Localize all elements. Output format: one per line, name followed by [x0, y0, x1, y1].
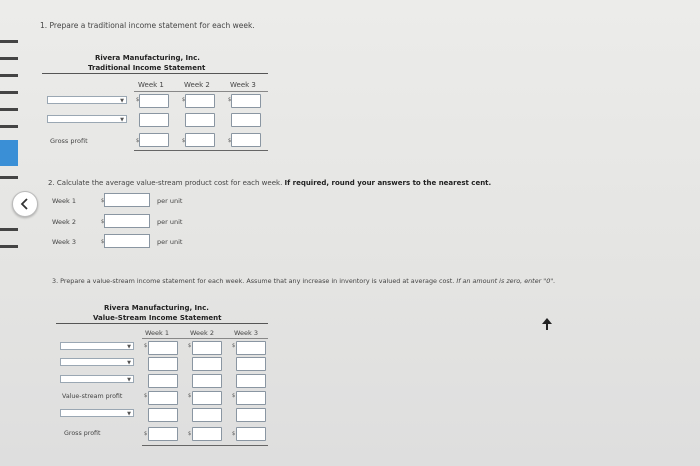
q2-week1-cost-input[interactable] — [104, 193, 150, 207]
q1-total-rule — [134, 150, 268, 151]
dollar-sign: $ — [101, 198, 105, 204]
dollar-sign: $ — [228, 97, 232, 103]
q1-line1-week1-input[interactable] — [139, 94, 169, 108]
q3-gross-profit-week1-input[interactable] — [148, 427, 178, 441]
q3-value-stream-profit-label: Value-stream profit — [62, 393, 123, 400]
q2-week2-cost-input[interactable] — [104, 214, 150, 228]
q3-r2-week1-input[interactable] — [148, 357, 178, 371]
q1-line2-week3-input[interactable] — [231, 113, 261, 127]
q3-prompt-text: 3. Prepare a value-stream income statement for each week. Assume that any increase in inventory is valued at average cost. — [52, 277, 455, 285]
mouse-pointer-icon — [542, 318, 552, 330]
q1-statement-title: Traditional Income Statement — [88, 64, 206, 72]
dollar-sign: $ — [188, 343, 192, 349]
q3-week2-header: Week 2 — [190, 329, 215, 337]
q1-week-rule — [134, 91, 268, 92]
q3-r5-week1-input[interactable] — [148, 408, 178, 422]
dollar-sign: $ — [136, 138, 140, 144]
q3-week3-header: Week 3 — [234, 329, 259, 337]
q3-header-rule — [56, 323, 268, 324]
q3-week1-header: Week 1 — [145, 329, 170, 337]
q2-week1-label: Week 1 — [52, 197, 77, 205]
q3-r1-week3-input[interactable] — [236, 341, 266, 355]
q3-line2-select[interactable] — [60, 358, 134, 366]
chevron-down-icon: ▼ — [120, 117, 124, 123]
q3-line5-select[interactable] — [60, 409, 134, 417]
dollar-sign: $ — [188, 393, 192, 399]
q1-week1-header: Week 1 — [138, 81, 164, 89]
q3-r5-week3-input[interactable] — [236, 408, 266, 422]
dollar-sign: $ — [144, 393, 148, 399]
dollar-sign: $ — [144, 431, 148, 437]
chevron-down-icon: ▼ — [120, 98, 124, 104]
dollar-sign: $ — [232, 343, 236, 349]
dollar-sign: $ — [136, 97, 140, 103]
q1-line1-select[interactable] — [47, 96, 127, 104]
q2-week2-label: Week 2 — [52, 218, 77, 226]
q2-week2-unit: per unit — [157, 218, 183, 226]
q3-r2-week3-input[interactable] — [236, 357, 266, 371]
q3-value-stream-profit-week3-input[interactable] — [236, 391, 266, 405]
chevron-down-icon: ▼ — [127, 377, 131, 383]
dollar-sign: $ — [182, 138, 186, 144]
q3-statement-title: Value-Stream Income Statement — [93, 314, 222, 322]
dollar-sign: $ — [101, 219, 105, 225]
q3-r1-week2-input[interactable] — [192, 341, 222, 355]
chevron-down-icon: ▼ — [127, 344, 131, 350]
q1-week3-header: Week 3 — [230, 81, 256, 89]
dollar-sign: $ — [182, 97, 186, 103]
q1-gross-profit-week1-input[interactable] — [139, 133, 169, 147]
q3-zero-note: If an amount is zero, enter "0". — [456, 277, 556, 285]
q3-line3-select[interactable] — [60, 375, 134, 383]
q3-week-rule — [142, 338, 268, 339]
q3-r3-week3-input[interactable] — [236, 374, 266, 388]
q1-gross-profit-week2-input[interactable] — [185, 133, 215, 147]
q2-week1-unit: per unit — [157, 197, 183, 205]
q1-line1-week2-input[interactable] — [185, 94, 215, 108]
q1-week2-header: Week 2 — [184, 81, 210, 89]
q3-r2-week2-input[interactable] — [192, 357, 222, 371]
q3-r1-week1-input[interactable] — [148, 341, 178, 355]
dollar-sign: $ — [188, 431, 192, 437]
q3-r3-week1-input[interactable] — [148, 374, 178, 388]
chevron-left-icon — [20, 198, 30, 210]
q1-prompt: 1. Prepare a traditional income statement for each week. — [40, 21, 255, 30]
q1-gross-profit-week3-input[interactable] — [231, 133, 261, 147]
dollar-sign: $ — [101, 239, 105, 245]
q1-line2-week2-input[interactable] — [185, 113, 215, 127]
q3-gross-profit-week3-input[interactable] — [236, 427, 266, 441]
q3-line1-select[interactable] — [60, 342, 134, 350]
chevron-down-icon: ▼ — [127, 360, 131, 366]
q1-line2-week1-input[interactable] — [139, 113, 169, 127]
q2-week3-unit: per unit — [157, 238, 183, 246]
q2-prompt-text: 2. Calculate the average value-stream product cost for each week. — [48, 179, 283, 187]
q1-header-rule — [42, 73, 268, 74]
q3-r3-week2-input[interactable] — [192, 374, 222, 388]
q3-value-stream-profit-week1-input[interactable] — [148, 391, 178, 405]
q1-line2-select[interactable] — [47, 115, 127, 123]
dollar-sign: $ — [144, 343, 148, 349]
q1-line1-week3-input[interactable] — [231, 94, 261, 108]
q3-r5-week2-input[interactable] — [192, 408, 222, 422]
q3-gross-profit-week2-input[interactable] — [192, 427, 222, 441]
q3-prompt — [52, 277, 555, 285]
q3-company-name: Rivera Manufacturing, Inc. — [104, 304, 209, 312]
dollar-sign: $ — [228, 138, 232, 144]
q3-total-rule — [142, 445, 268, 446]
q2-week3-label: Week 3 — [52, 238, 77, 246]
back-button[interactable] — [12, 191, 38, 217]
q2-prompt — [48, 179, 491, 187]
dollar-sign: $ — [232, 393, 236, 399]
q2-rounding-note: If required, round your answers to the nearest cent. — [284, 179, 492, 187]
q1-company-name: Rivera Manufacturing, Inc. — [95, 54, 200, 62]
q2-week3-cost-input[interactable] — [104, 234, 150, 248]
q3-value-stream-profit-week2-input[interactable] — [192, 391, 222, 405]
chevron-down-icon: ▼ — [127, 411, 131, 417]
dollar-sign: $ — [232, 431, 236, 437]
q1-gross-profit-label: Gross profit — [50, 137, 88, 145]
q3-gross-profit-label: Gross profit — [64, 430, 101, 437]
